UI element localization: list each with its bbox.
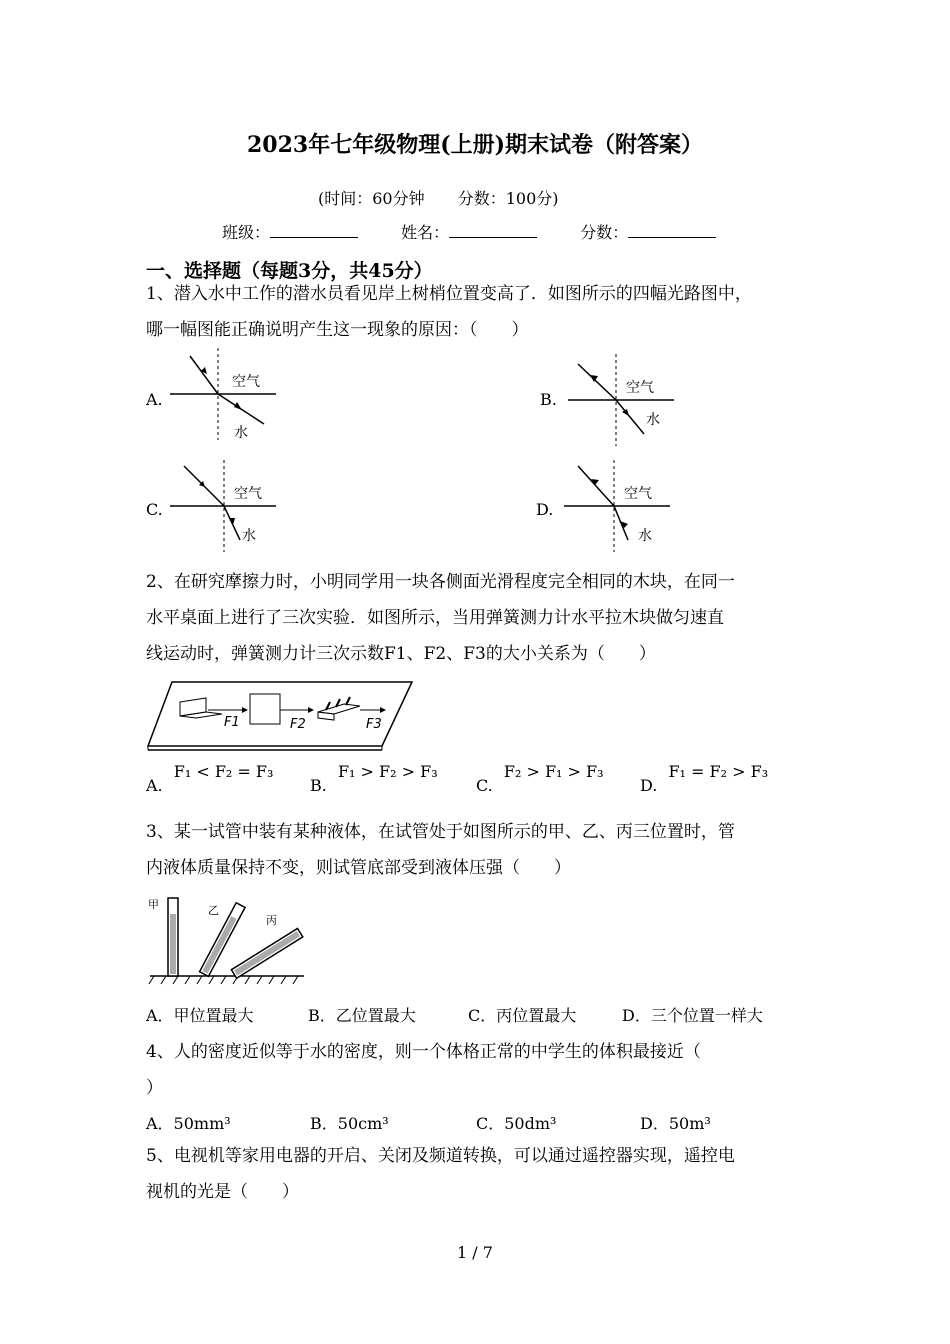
svg-text:空气: 空气 bbox=[624, 486, 652, 502]
q2-option-b[interactable]: B. F₁ > F₂ > F₃ bbox=[310, 762, 438, 795]
q2-option-d[interactable]: D. F₁ = F₂ > F₃ bbox=[640, 762, 769, 795]
student-fields bbox=[222, 220, 754, 243]
q3-option-c[interactable]: C．丙位置最大 bbox=[468, 1006, 577, 1025]
name-blank[interactable] bbox=[449, 223, 537, 238]
q1-diagram-d[interactable] bbox=[562, 458, 672, 554]
total-score: 分数：100分) bbox=[457, 189, 559, 208]
question-2: 2、在研究摩擦力时，小明同学用一块各侧面光滑程度完全相同的木块，在同一 水平桌面上进行了三次实验．如图所示，当用弹簧测力计水平拉木块做匀速直 线运动时，弹簧测力计三次示数F1、F2、F3的大小关系为（ ） bbox=[146, 572, 735, 664]
svg-text:空气: 空气 bbox=[626, 380, 654, 396]
q1-diagram-a[interactable] bbox=[168, 346, 278, 442]
q2-option-a[interactable]: A. F₁ < F₂ = F₃ bbox=[146, 762, 274, 795]
q1-option-a-label: A. bbox=[146, 390, 163, 409]
q1-option-c-label: C. bbox=[146, 500, 163, 519]
q1-diagram-c[interactable] bbox=[168, 458, 278, 554]
q1-option-b-label: B. bbox=[540, 390, 557, 409]
q1-diagram-b[interactable] bbox=[566, 352, 676, 448]
question-1: 1、潜入水中工作的潜水员看见岸上树梢位置变高了．如图所示的四幅光路图中， 哪一幅图能正确说明产生这一现象的原因：（ ） bbox=[146, 284, 752, 340]
q4-option-a[interactable]: A．50mm³ bbox=[146, 1114, 231, 1133]
q4-option-c[interactable]: C．50dm³ bbox=[476, 1114, 557, 1133]
q2-option-c[interactable]: C. F₂ > F₁ > F₃ bbox=[476, 762, 604, 795]
q1-option-d-label: D. bbox=[536, 500, 554, 519]
question-3: 3、某一试管中装有某种液体，在试管处于如图所示的甲、乙、丙三位置时，管 内液体质量保持不变，则试管底部受到液体压强（ ） bbox=[146, 822, 735, 878]
time-limit: (时间：60分钟 bbox=[318, 189, 425, 208]
q3-option-b[interactable]: B．乙位置最大 bbox=[308, 1006, 416, 1025]
svg-text:F2: F2 bbox=[290, 717, 306, 732]
page-title: 2023年七年级物理(上册)期末试卷（附答案） bbox=[246, 132, 704, 158]
score-blank[interactable] bbox=[628, 223, 716, 238]
svg-text:甲: 甲 bbox=[148, 898, 159, 911]
svg-text:空气: 空气 bbox=[232, 374, 260, 390]
class-blank[interactable] bbox=[270, 223, 358, 238]
svg-text:丙: 丙 bbox=[266, 914, 277, 927]
q4-option-b[interactable]: B．50cm³ bbox=[310, 1114, 389, 1133]
q3-test-tube-diagram[interactable] bbox=[146, 894, 306, 988]
svg-text:水: 水 bbox=[638, 528, 652, 544]
svg-text:F1: F1 bbox=[224, 715, 240, 730]
exam-meta bbox=[318, 186, 559, 209]
question-5: 5、电视机等家用电器的开启、关闭及频道转换，可以通过遥控器实现，遥控电 视机的光是（ ） bbox=[146, 1146, 735, 1202]
q4-option-d[interactable]: D．50m³ bbox=[640, 1114, 711, 1133]
svg-text:水: 水 bbox=[234, 425, 248, 441]
question-4: 4、人的密度近似等于水的密度，则一个体格正常的中学生的体积最接近（ ） bbox=[146, 1042, 701, 1098]
q3-option-a[interactable]: A．甲位置最大 bbox=[146, 1006, 254, 1025]
section-heading: 一、选择题（每题3分，共45分） bbox=[146, 260, 433, 282]
svg-text:乙: 乙 bbox=[208, 904, 219, 917]
class-field[interactable]: 班级： bbox=[222, 220, 358, 243]
page-number: 1 / 7 bbox=[457, 1243, 493, 1262]
name-field[interactable]: 姓名： bbox=[401, 220, 537, 243]
q2-friction-diagram[interactable] bbox=[146, 676, 416, 752]
svg-text:水: 水 bbox=[646, 412, 660, 428]
score-field[interactable]: 分数： bbox=[580, 220, 716, 243]
q3-option-d[interactable]: D．三个位置一样大 bbox=[622, 1006, 763, 1025]
svg-text:F3: F3 bbox=[366, 717, 382, 732]
svg-text:空气: 空气 bbox=[234, 486, 262, 502]
svg-text:水: 水 bbox=[242, 528, 256, 544]
